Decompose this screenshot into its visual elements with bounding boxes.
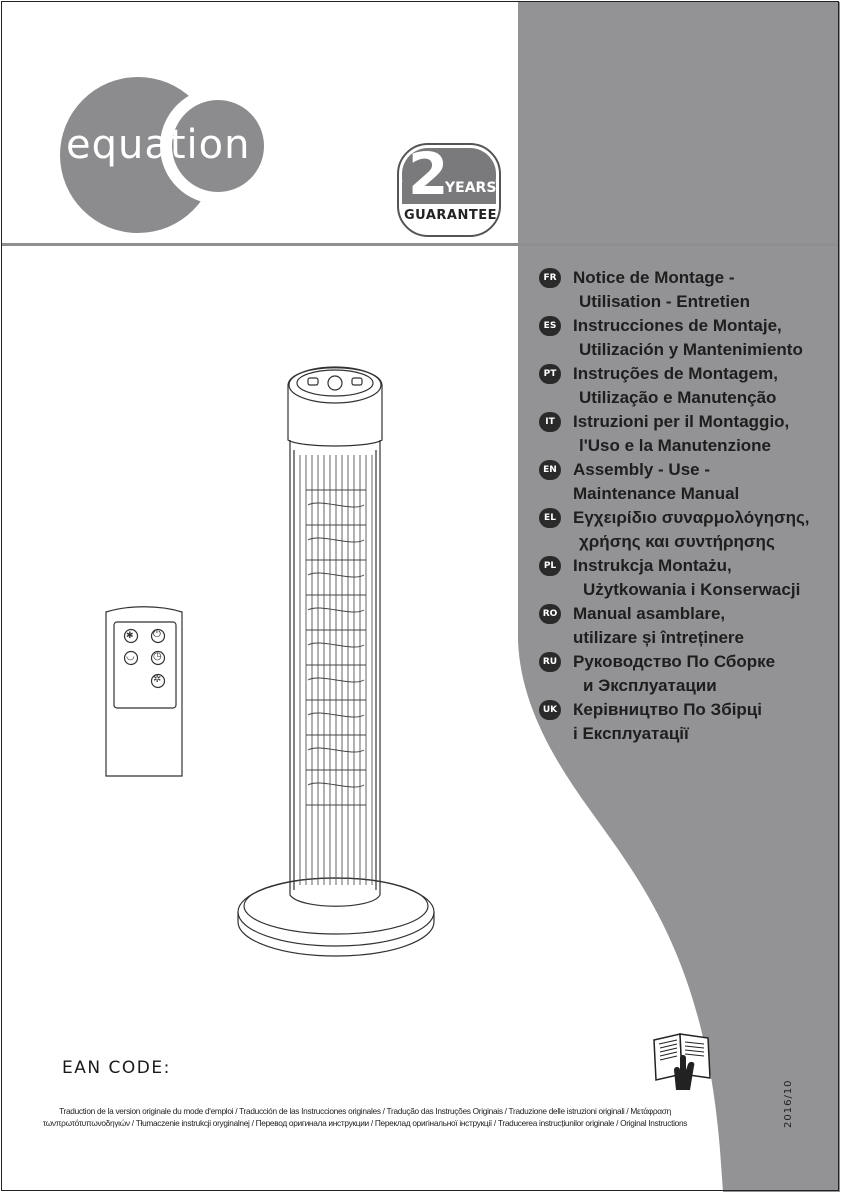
language-code-badge: RO <box>539 604 561 624</box>
language-subtitle: Utilización y Mantenimiento <box>579 340 803 359</box>
language-subtitle: Użytkowania i Konserwacji <box>583 580 801 599</box>
oscillation-icon: ◡ <box>126 651 135 662</box>
publication-date: 2016/10 <box>783 1079 794 1128</box>
translation-line-2: τωνπρωτότυπωνοδηγιών / Tłumaczenie instrukcji oryginalnej / Перевод оригинала инструкции / Переклад оригінальної інструкції / Traducerea instrucțiunilor originale / Original Instructions <box>42 1118 688 1128</box>
language-code-badge: IT <box>539 412 561 432</box>
language-code-badge: FR <box>539 268 561 288</box>
badge-years-label: YEARS <box>445 180 497 196</box>
language-subtitle: l'Uso e la Manutenzione <box>579 436 772 455</box>
badge-guarantee-label: GUARANTEE <box>404 208 497 223</box>
language-subtitle: Maintenance Manual <box>573 484 740 503</box>
language-subtitle: и Эксплуатации <box>583 676 717 695</box>
logo-text: equation <box>66 122 251 168</box>
language-code-badge: EL <box>539 508 561 528</box>
language-code-badge: PT <box>539 364 561 384</box>
badge-years-number: 2 <box>408 140 449 208</box>
language-title: Instrukcja Montażu, <box>573 556 732 575</box>
language-code-badge: UK <box>539 700 561 720</box>
speed-icon: ✲ <box>153 674 162 685</box>
timer-icon: ◷ <box>153 651 162 662</box>
language-title: Руководство По Сборке <box>573 652 776 671</box>
language-subtitle: χρήσης και συντήρησης <box>579 532 775 551</box>
language-title: Instruções de Montagem, <box>573 364 778 383</box>
ean-code-label: EAN CODE: <box>62 1058 171 1078</box>
language-subtitle: Utilisation - Entretien <box>579 292 750 311</box>
language-code-badge: ES <box>539 316 561 336</box>
language-subtitle: і Експлуатації <box>573 724 689 743</box>
language-subtitle: Utilização e Manutenção <box>579 388 777 407</box>
language-title: Notice de Montage - <box>573 268 735 287</box>
language-title: Εγχειρίδιο συναρμολόγησης, <box>573 508 810 527</box>
page-border <box>1 1 839 1191</box>
language-code-badge: EN <box>539 460 561 480</box>
language-code-badge: RU <box>539 652 561 672</box>
language-subtitle: utilizare și întreținere <box>573 628 744 647</box>
power-icon: ⏻ <box>153 629 161 640</box>
language-title: Manual asamblare, <box>573 604 726 623</box>
fan-icon: ✱ <box>126 630 134 640</box>
language-title: Istruzioni per il Montaggio, <box>573 412 790 431</box>
translation-line-1: Traduction de la version originale du mode d'emploi / Traducción de las Instrucciones originales / Tradução das Instruções Originais / Traduzione delle istruzioni originali / Μετάφραση <box>59 1106 671 1116</box>
language-code-badge: PL <box>539 556 561 576</box>
language-title: Assembly - Use - <box>573 460 710 479</box>
language-title: Керівництво По Збірці <box>573 700 762 719</box>
language-title: Instrucciones de Montaje, <box>573 316 782 335</box>
